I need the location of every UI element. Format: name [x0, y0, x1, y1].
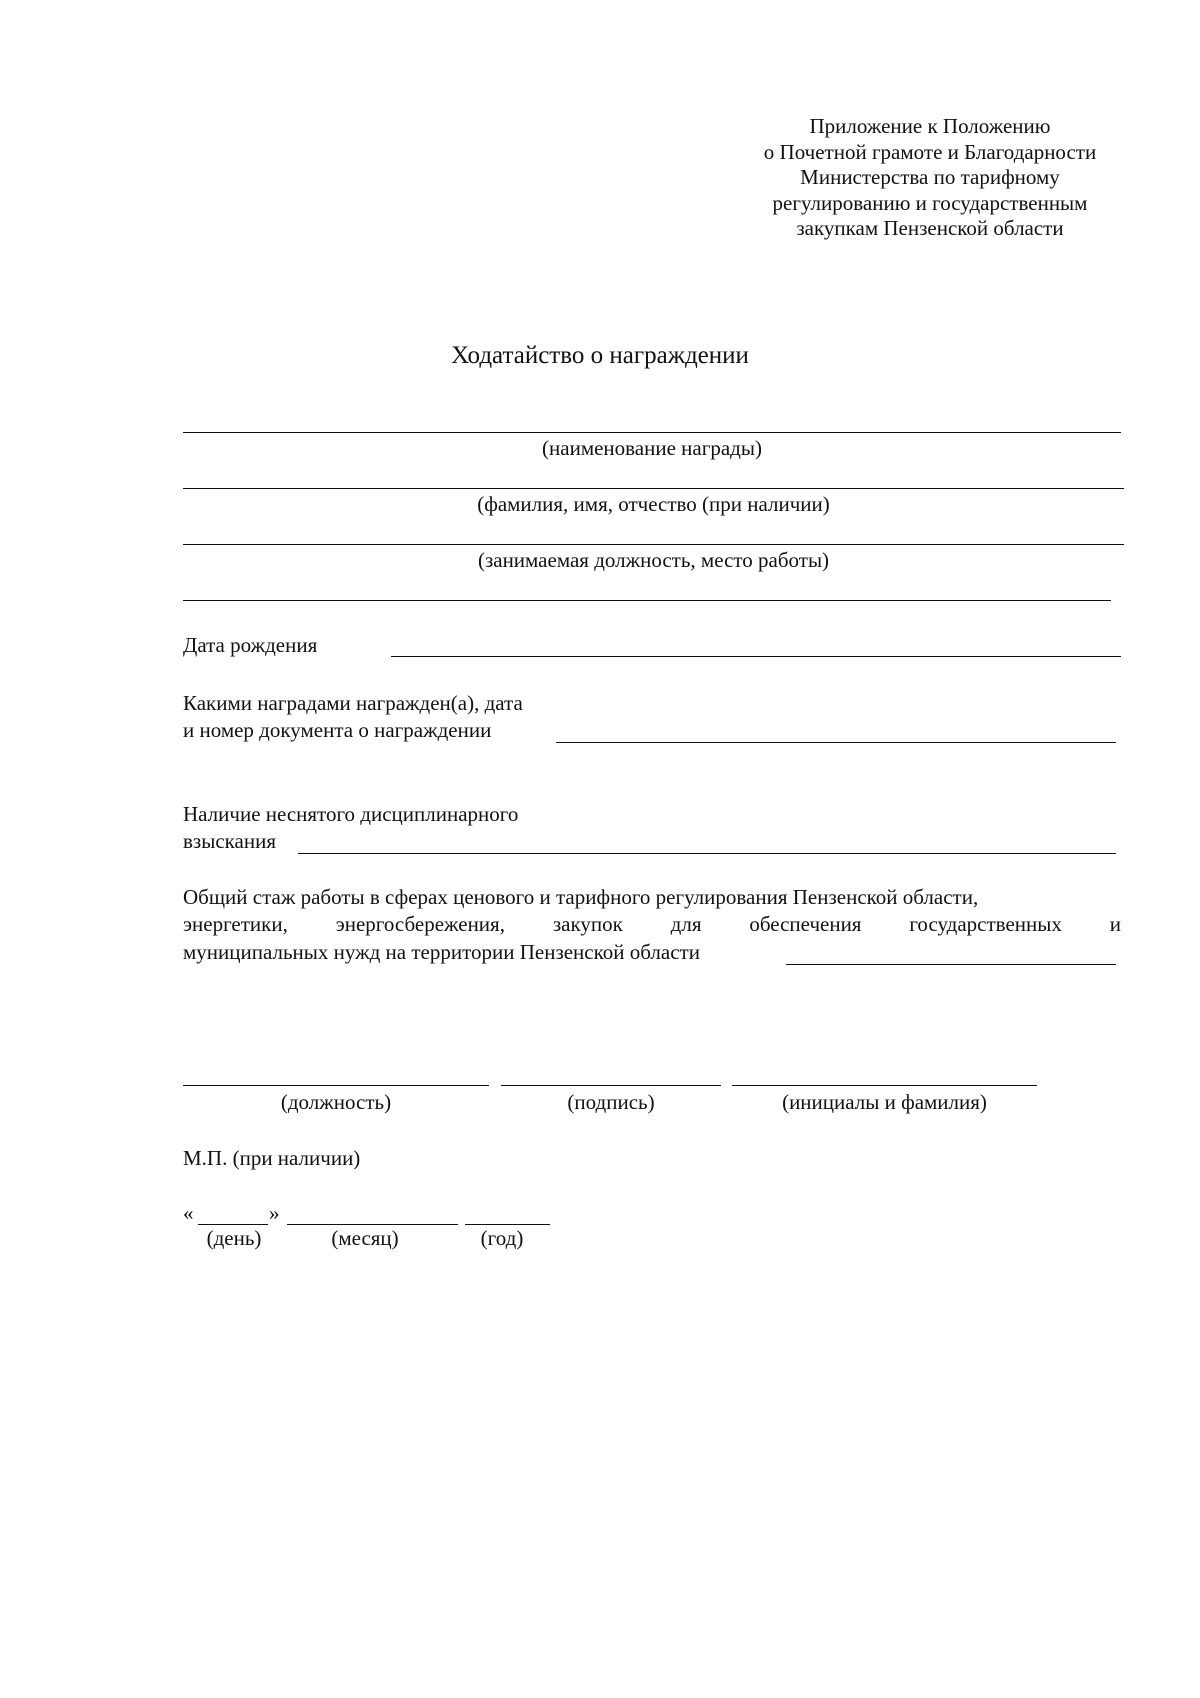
- experience-line[interactable]: [786, 964, 1116, 965]
- signature-position-line[interactable]: [183, 1085, 489, 1086]
- discipline-line[interactable]: [298, 853, 1116, 854]
- experience-word: государственных: [909, 912, 1062, 936]
- experience-line-2: [183, 912, 1121, 937]
- date-month-caption: (месяц): [331, 1226, 399, 1250]
- document-title: Ходатайство о награждении: [451, 342, 749, 369]
- birth-date-label: Дата рождения: [183, 633, 318, 657]
- appendix-header: [720, 114, 1140, 242]
- appendix-line: Министерства по тарифному: [800, 165, 1060, 189]
- date-day-line[interactable]: [198, 1224, 268, 1225]
- appendix-line: регулированию и государственным: [772, 190, 1088, 215]
- signature-sign-line[interactable]: [501, 1085, 721, 1086]
- signature-sign-caption: (подпись): [567, 1090, 655, 1114]
- date-close-quote: »: [269, 1201, 280, 1225]
- experience-word: энергетики,: [183, 912, 288, 936]
- date-year-line[interactable]: [465, 1224, 550, 1225]
- full-name-caption: (фамилия, имя, отчество (при наличии): [477, 492, 830, 516]
- appendix-line: закупкам Пензенской области: [796, 216, 1064, 240]
- appendix-line: о Почетной грамоте и Благодарности: [763, 139, 1097, 164]
- extra-blank-line[interactable]: [183, 600, 1111, 601]
- experience-word: для: [670, 912, 702, 936]
- award-name-line[interactable]: [183, 432, 1121, 433]
- position-line[interactable]: [183, 544, 1124, 545]
- experience-line-1: Общий стаж работы в сферах ценового и тарифного регулирования Пензенской области,: [183, 885, 979, 909]
- discipline-label-line1: Наличие неснятого дисциплинарного: [183, 802, 519, 826]
- signature-initials-line[interactable]: [732, 1085, 1037, 1086]
- date-open-quote: «: [183, 1201, 194, 1225]
- position-caption: (занимаемая должность, место работы): [477, 548, 830, 572]
- experience-word: обеспечения: [749, 912, 862, 936]
- awards-label-line2: и номер документа о награждении: [183, 718, 492, 742]
- birth-date-line[interactable]: [391, 656, 1121, 657]
- experience-word: закупок: [552, 912, 623, 936]
- date-day-caption: (день): [206, 1226, 262, 1250]
- date-month-line[interactable]: [287, 1224, 458, 1225]
- full-name-line[interactable]: [183, 488, 1124, 489]
- appendix-line: Приложение к Положению: [809, 114, 1051, 138]
- signature-initials-caption: (инициалы и фамилия): [782, 1090, 987, 1114]
- discipline-label-line2: взыскания: [183, 829, 276, 853]
- awards-line[interactable]: [556, 742, 1116, 743]
- date-year-caption: (год): [480, 1226, 524, 1250]
- experience-word: и: [1109, 912, 1121, 936]
- experience-word: энергосбережения,: [335, 912, 505, 936]
- stamp-label: М.П. (при наличии): [183, 1146, 361, 1170]
- awards-label-line1: Какими наградами награжден(а), дата: [183, 691, 523, 715]
- experience-line-3: муниципальных нужд на территории Пензенской области: [183, 940, 700, 964]
- award-name-caption: (наименование награды): [542, 436, 762, 460]
- signature-position-caption: (должность): [280, 1090, 392, 1114]
